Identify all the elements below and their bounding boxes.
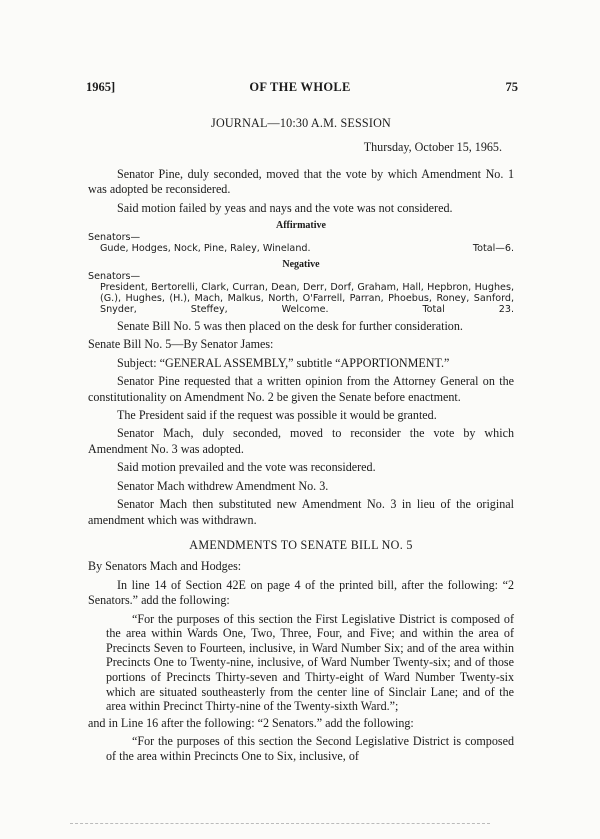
paragraph: In line 14 of Section 42E on page 4 of the printed bill, after the following: “2 Senators.” add the following:: [88, 577, 514, 608]
paragraph: Senator Mach then substituted new Amendment No. 3 in lieu of the original amendment which was withdrawn.: [88, 497, 514, 527]
vote-names-row: [88, 243, 514, 254]
vote-names-row: [88, 282, 514, 315]
amendment-quote: “For the purposes of this section the Second Legislative District is composed of the area within Precincts One to Six, inclusive, of: [106, 734, 514, 763]
vote-list-negative: [88, 271, 514, 315]
running-header-title: OF THE WHOLE: [249, 80, 351, 94]
paragraph: Senate Bill No. 5—By Senator James:: [88, 337, 274, 352]
page-number: 75: [505, 80, 518, 94]
document-body: [88, 116, 514, 765]
paragraph: Said motion failed by yeas and nays and the vote was not considered.: [117, 200, 453, 215]
vote-heading-negative: Negative: [282, 259, 320, 271]
vote-total: Total—6.: [472, 243, 514, 255]
vote-heading-affirmative: Affirmative: [276, 220, 326, 232]
journal-title: JOURNAL—10:30 A.M. SESSION: [211, 116, 391, 130]
paragraph: and in Line 16 after the following: “2 Senators.” add the following:: [88, 715, 414, 730]
paragraph: Subject: “GENERAL ASSEMBLY,” subtitle “APPORTIONMENT.”: [117, 355, 450, 370]
vote-list-affirmative: [88, 232, 514, 254]
paragraph: Senator Pine, duly seconded, moved that the vote by which Amendment No. 1 was adopted be reconsidered.: [88, 166, 514, 197]
vote-label: Senators—: [88, 232, 141, 244]
running-header-year: 1965]: [86, 80, 116, 94]
vote-names: Gude, Hodges, Nock, Pine, Raley, Wineland.: [100, 243, 311, 255]
paragraph: Said motion prevailed and the vote was reconsidered.: [117, 460, 376, 475]
paragraph: By Senators Mach and Hodges:: [88, 559, 242, 574]
paragraph: Senate Bill No. 5 was then placed on the desk for further consideration.: [117, 319, 463, 334]
vote-names: President, Bertorelli, Clark, Curran, Dean, Derr, Dorf, Graham, Hall, Hepbron, Hughes, (G.), Hughes, (H.), Mach, Malkus, North, O'Farrell, Parran, Phoebus, Roney, Sanford, Snyder, Steffey, Welcome.: [100, 282, 514, 316]
paragraph: The President said if the request was possible it would be granted.: [117, 408, 437, 423]
section-heading: AMENDMENTS TO SENATE BILL NO. 5: [189, 537, 413, 552]
paragraph: Senator Mach, duly seconded, moved to reconsider the vote by which Amendment No. 3 was adopted.: [88, 426, 514, 456]
paragraph: Senator Pine requested that a written opinion from the Attorney General on the constitutionality on Amendment No. 2 be given the Senate before enactment.: [88, 374, 514, 404]
amendment-quote: “For the purposes of this section the First Legislative District is composed of the area within Wards One, Two, Three, Four, and Five; and within the area of Precincts Seven to Fourteen, inclusive, in Ward Number Six; and of the area within Precincts One to Twenty-nine, inclusive, of Ward Number Twenty-six; and of those portions of Precincts Thirty-seven and Thirty-eight of Ward Number Twenty-six which are situated southeasterly from the center line of Sinclair Lane; and of the area within Precinct Thirty-nine of the Twenty-sixth Ward.”;: [106, 611, 514, 714]
vote-total: Total 23.: [422, 304, 514, 316]
session-date: Thursday, October 15, 1965.: [363, 140, 502, 155]
paragraph: Senator Mach withdrew Amendment No. 3.: [117, 478, 329, 493]
scan-edge-line: [70, 823, 490, 825]
vote-label: Senators—: [88, 271, 141, 283]
